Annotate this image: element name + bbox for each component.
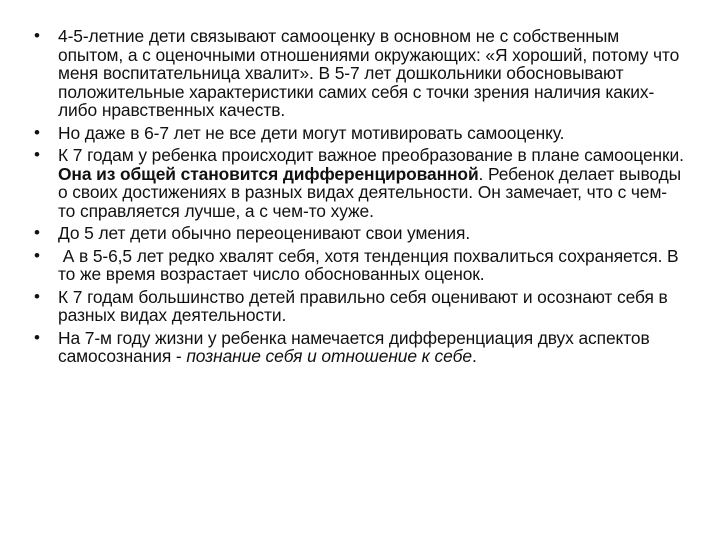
item-text: К 7 годам у ребенка происходит важное преобразование в плане самооценки. (58, 145, 684, 165)
item-text: Но даже в 6-7 лет не все дети могут мотивировать самооценку. (58, 122, 565, 143)
list-item (34, 288, 684, 325)
list-item (34, 124, 684, 143)
bullet-list (34, 27, 684, 370)
item-text: К 7 годам большинство детей правильно себя оценивают и осознают себя в разных видах деятельности. (58, 286, 668, 325)
bullet-icon: • (34, 223, 40, 242)
list-item (34, 224, 684, 243)
item-text: На 7-м году жизни у ребенка намечается дифференциация двух аспектов самосознания - (58, 327, 650, 366)
bullet-icon: • (34, 145, 40, 164)
item-text-bold: Она из общей становится дифференцированной (58, 163, 479, 184)
item-text: А в 5-6,5 лет редко хвалят себя, хотя тенденция похвалиться сохраняется. В то же время возрастает число обоснованных оценок. (58, 245, 684, 284)
list-item (34, 146, 684, 220)
item-text-italic: познание себя и отношение к себе (186, 346, 472, 366)
list-item (34, 27, 684, 120)
bullet-icon: • (34, 286, 40, 306)
bullet-icon: • (34, 26, 40, 45)
list-item (34, 247, 684, 284)
bullet-icon: • (34, 327, 40, 347)
list-item (34, 329, 684, 366)
item-text: . Ребенок делает выводы о своих достижениях в разных видах деятельности. Он замечает, что с чем-то справляется лучше, а с чем-то хуже. (58, 163, 682, 221)
item-text: До 5 лет дети обычно переоценивают свои умения. (58, 223, 471, 243)
item-text: . (471, 346, 477, 366)
bullet-icon: • (34, 245, 40, 265)
item-text: 4-5-летние дети связывают самооценку в основном не с собственным опытом, а с оценочными отношениями окружающих: «Я хороший, потому что меня воспитательница хвалит». В 5-7 лет дошкольники обосновывают положительные характеристики самих себя с точки зрения наличия каких-либо нравственных качеств. (58, 26, 680, 120)
bullet-icon: • (34, 122, 40, 142)
